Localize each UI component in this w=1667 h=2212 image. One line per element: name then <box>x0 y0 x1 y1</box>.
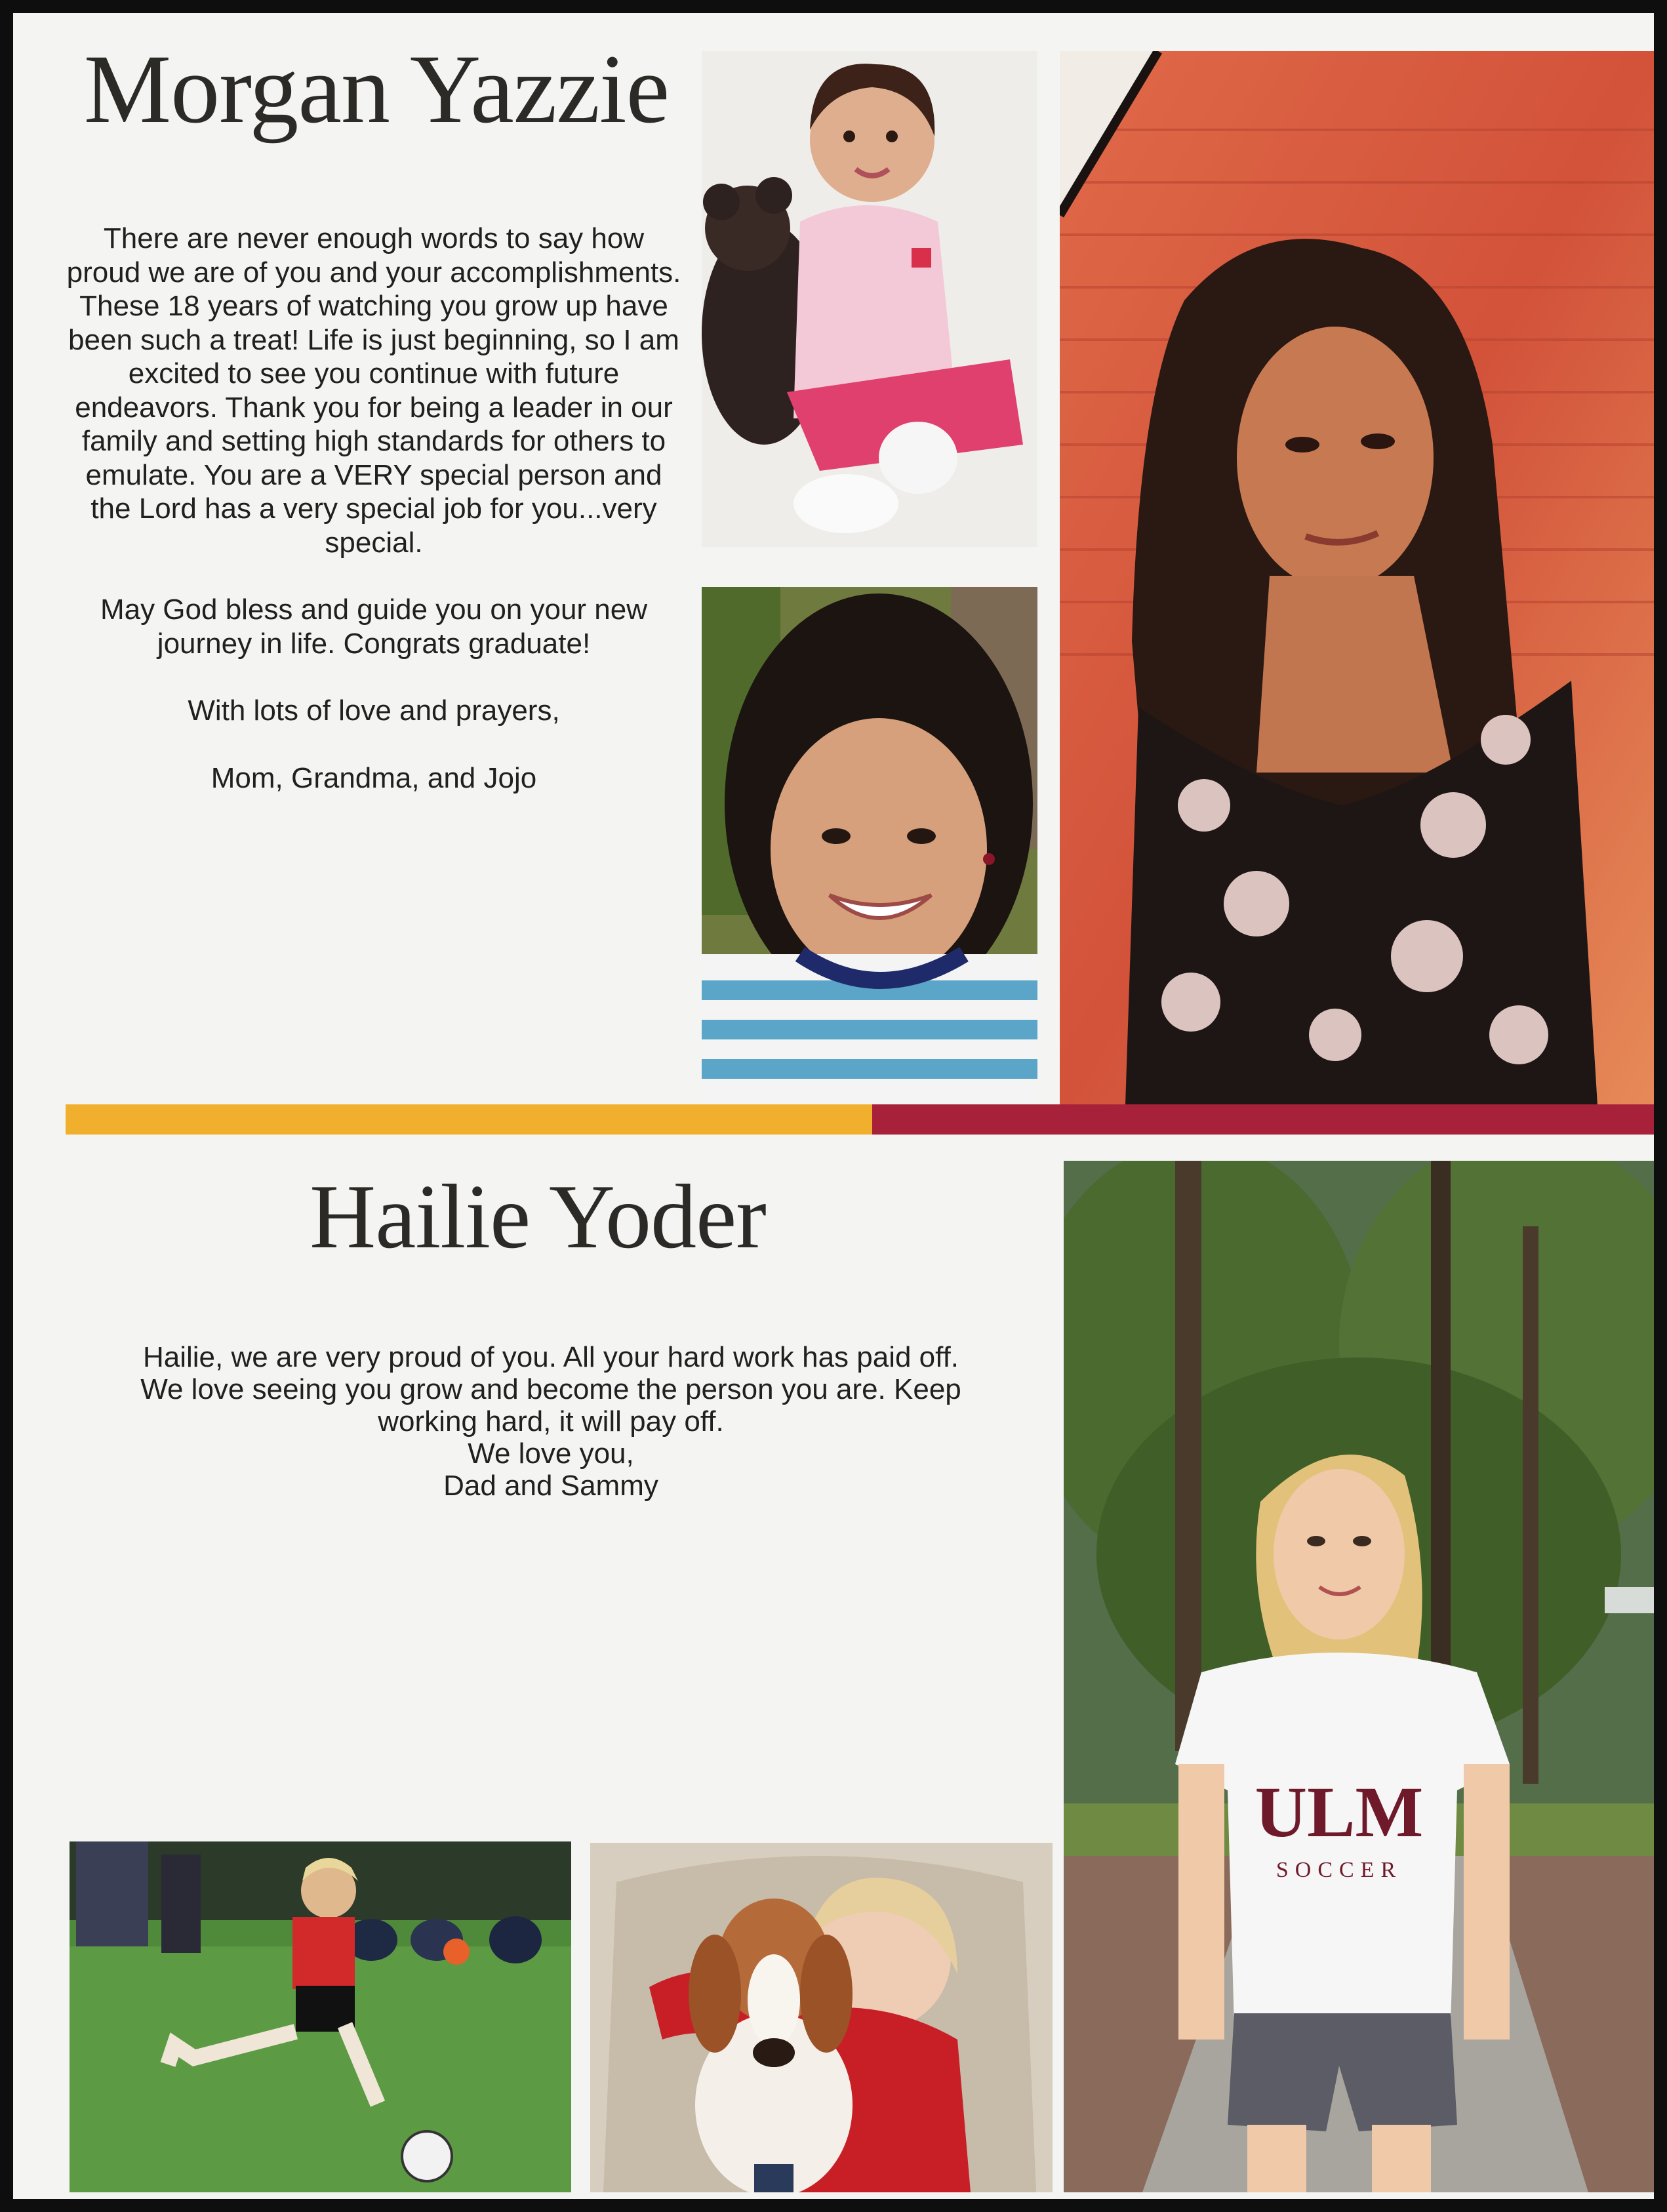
dog-hug-photo <box>590 1843 1053 2192</box>
message-paragraph: May God bless and guide you on your new journey in life. Congrats graduate! <box>100 593 648 660</box>
message-paragraph: There are never enough words to say how proud we are of you and your accomplishments. These 18 years of watching you grow up have been such a treat! Life is just beginning, so I am excited to see you continue with future endeavors. Thank you for being a leader in our family and setting high standards for others to emulate. You are a VERY special person and the Lord has a very special job for you...very special. <box>66 222 681 559</box>
message-line: We love seeing you grow and become the person you are. Keep <box>140 1373 961 1405</box>
message-hailie-yoder <box>66 1341 1036 1502</box>
baby-photo <box>702 51 1037 547</box>
senior-portrait-hailie <box>1064 1161 1654 2192</box>
message-signature: Dad and Sammy <box>443 1470 658 1502</box>
yearbook-page <box>13 13 1654 2199</box>
message-signature: Mom, Grandma, and Jojo <box>211 761 537 794</box>
shirt-logo-text: ULM <box>1255 1772 1424 1852</box>
soccer-kick-photo <box>70 1841 571 2192</box>
message-morgan-yazzie <box>66 222 682 795</box>
message-paragraph: With lots of love and prayers, <box>188 694 560 727</box>
divider-band-gold <box>66 1104 872 1135</box>
section-title-hailie-yoder: Hailie Yoder <box>310 1166 766 1268</box>
shirt-sport-text: SOCCER <box>1275 1858 1403 1882</box>
senior-portrait-morgan <box>1060 51 1654 1105</box>
child-photo <box>702 587 1037 1105</box>
message-line: working hard, it will pay off. <box>378 1405 724 1438</box>
section-title-morgan-yazzie: Morgan Yazzie <box>83 35 670 144</box>
message-line: Hailie, we are very proud of you. All your hard work has paid off. <box>142 1341 959 1373</box>
message-line: We love you, <box>468 1438 634 1470</box>
divider-band-maroon <box>872 1104 1654 1135</box>
